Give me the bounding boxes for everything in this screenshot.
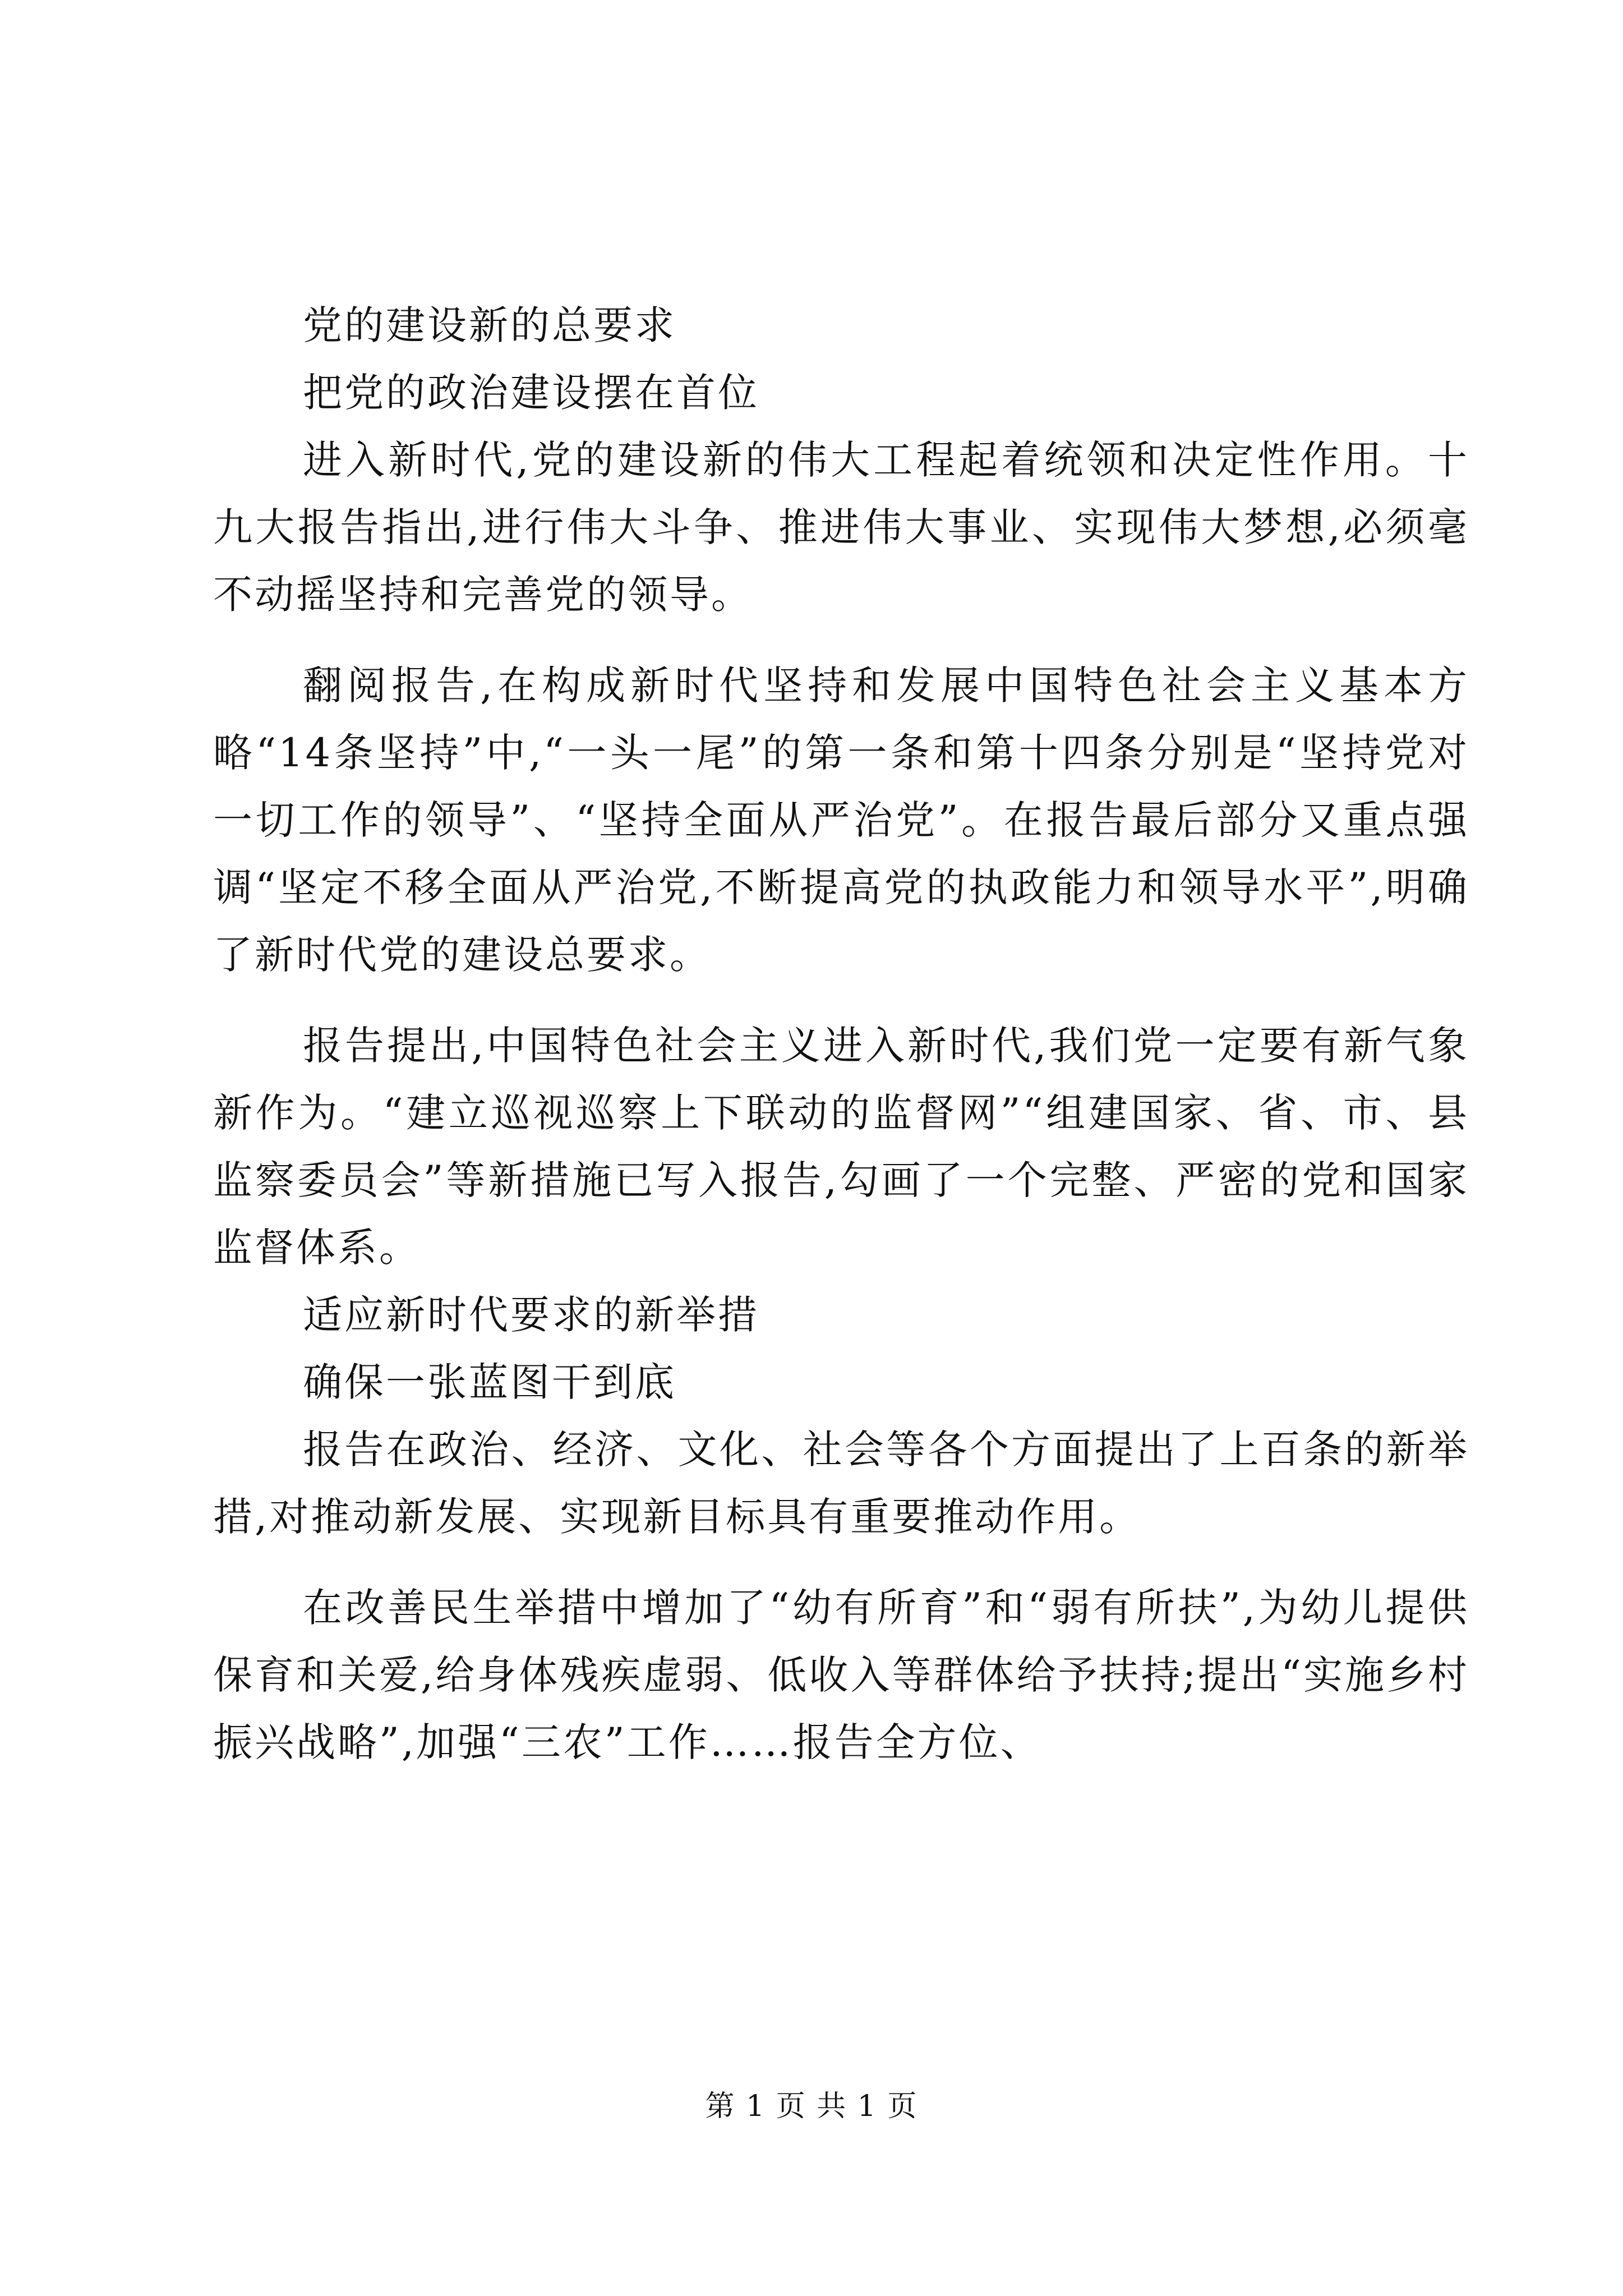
- body-paragraph: 翻阅报告,在构成新时代坚持和发展中国特色社会主义基本方略“14条坚持”中,“一头一尾”的第一条和第十四条分别是“坚持党对一切工作的领导”、“坚持全面从严治党”。在报告最后部分又重点强调“坚定不移全面从严治党,不断提高党的执政能力和领导水平”,明确了新时代党的建设总要求。: [213, 662, 1469, 978]
- section-heading: 党的建设新的总要求: [303, 302, 676, 348]
- body-paragraph: 在改善民生举措中增加了“幼有所育”和“弱有所扶”,为幼儿提供保育和关爱,给身体残疾虚弱、低收入等群体给予扶持;提出“实施乡村振兴战略”,加强“三农”工作……报告全方位、: [213, 1585, 1469, 1765]
- section-heading: 适应新时代要求的新举措: [303, 1292, 759, 1338]
- section-subheading: 确保一张蓝图干到底: [303, 1359, 676, 1405]
- section-subheading: 把党的政治建设摆在首位: [303, 370, 759, 416]
- body-paragraph: 进入新时代,党的建设新的伟大工程起着统领和决定性作用。十九大报告指出,进行伟大斗争、推进伟大事业、实现伟大梦想,必须毫不动摇坚持和完善党的领导。: [213, 437, 1469, 618]
- body-paragraph: 报告提出,中国特色社会主义进入新时代,我们党一定要有新气象新作为。“建立巡视巡察上下联动的监督网”“组建国家、省、市、县监察委员会”等新措施已写入报告,勾画了一个完整、严密的党和国家监督体系。: [213, 1023, 1469, 1271]
- document-body: [213, 292, 1469, 1776]
- page-number-footer: 第 1 页 共 1 页: [705, 2090, 918, 2123]
- body-paragraph: 报告在政治、经济、文化、社会等各个方面提出了上百条的新举措,对推动新发展、实现新目标具有重要推动作用。: [213, 1427, 1469, 1540]
